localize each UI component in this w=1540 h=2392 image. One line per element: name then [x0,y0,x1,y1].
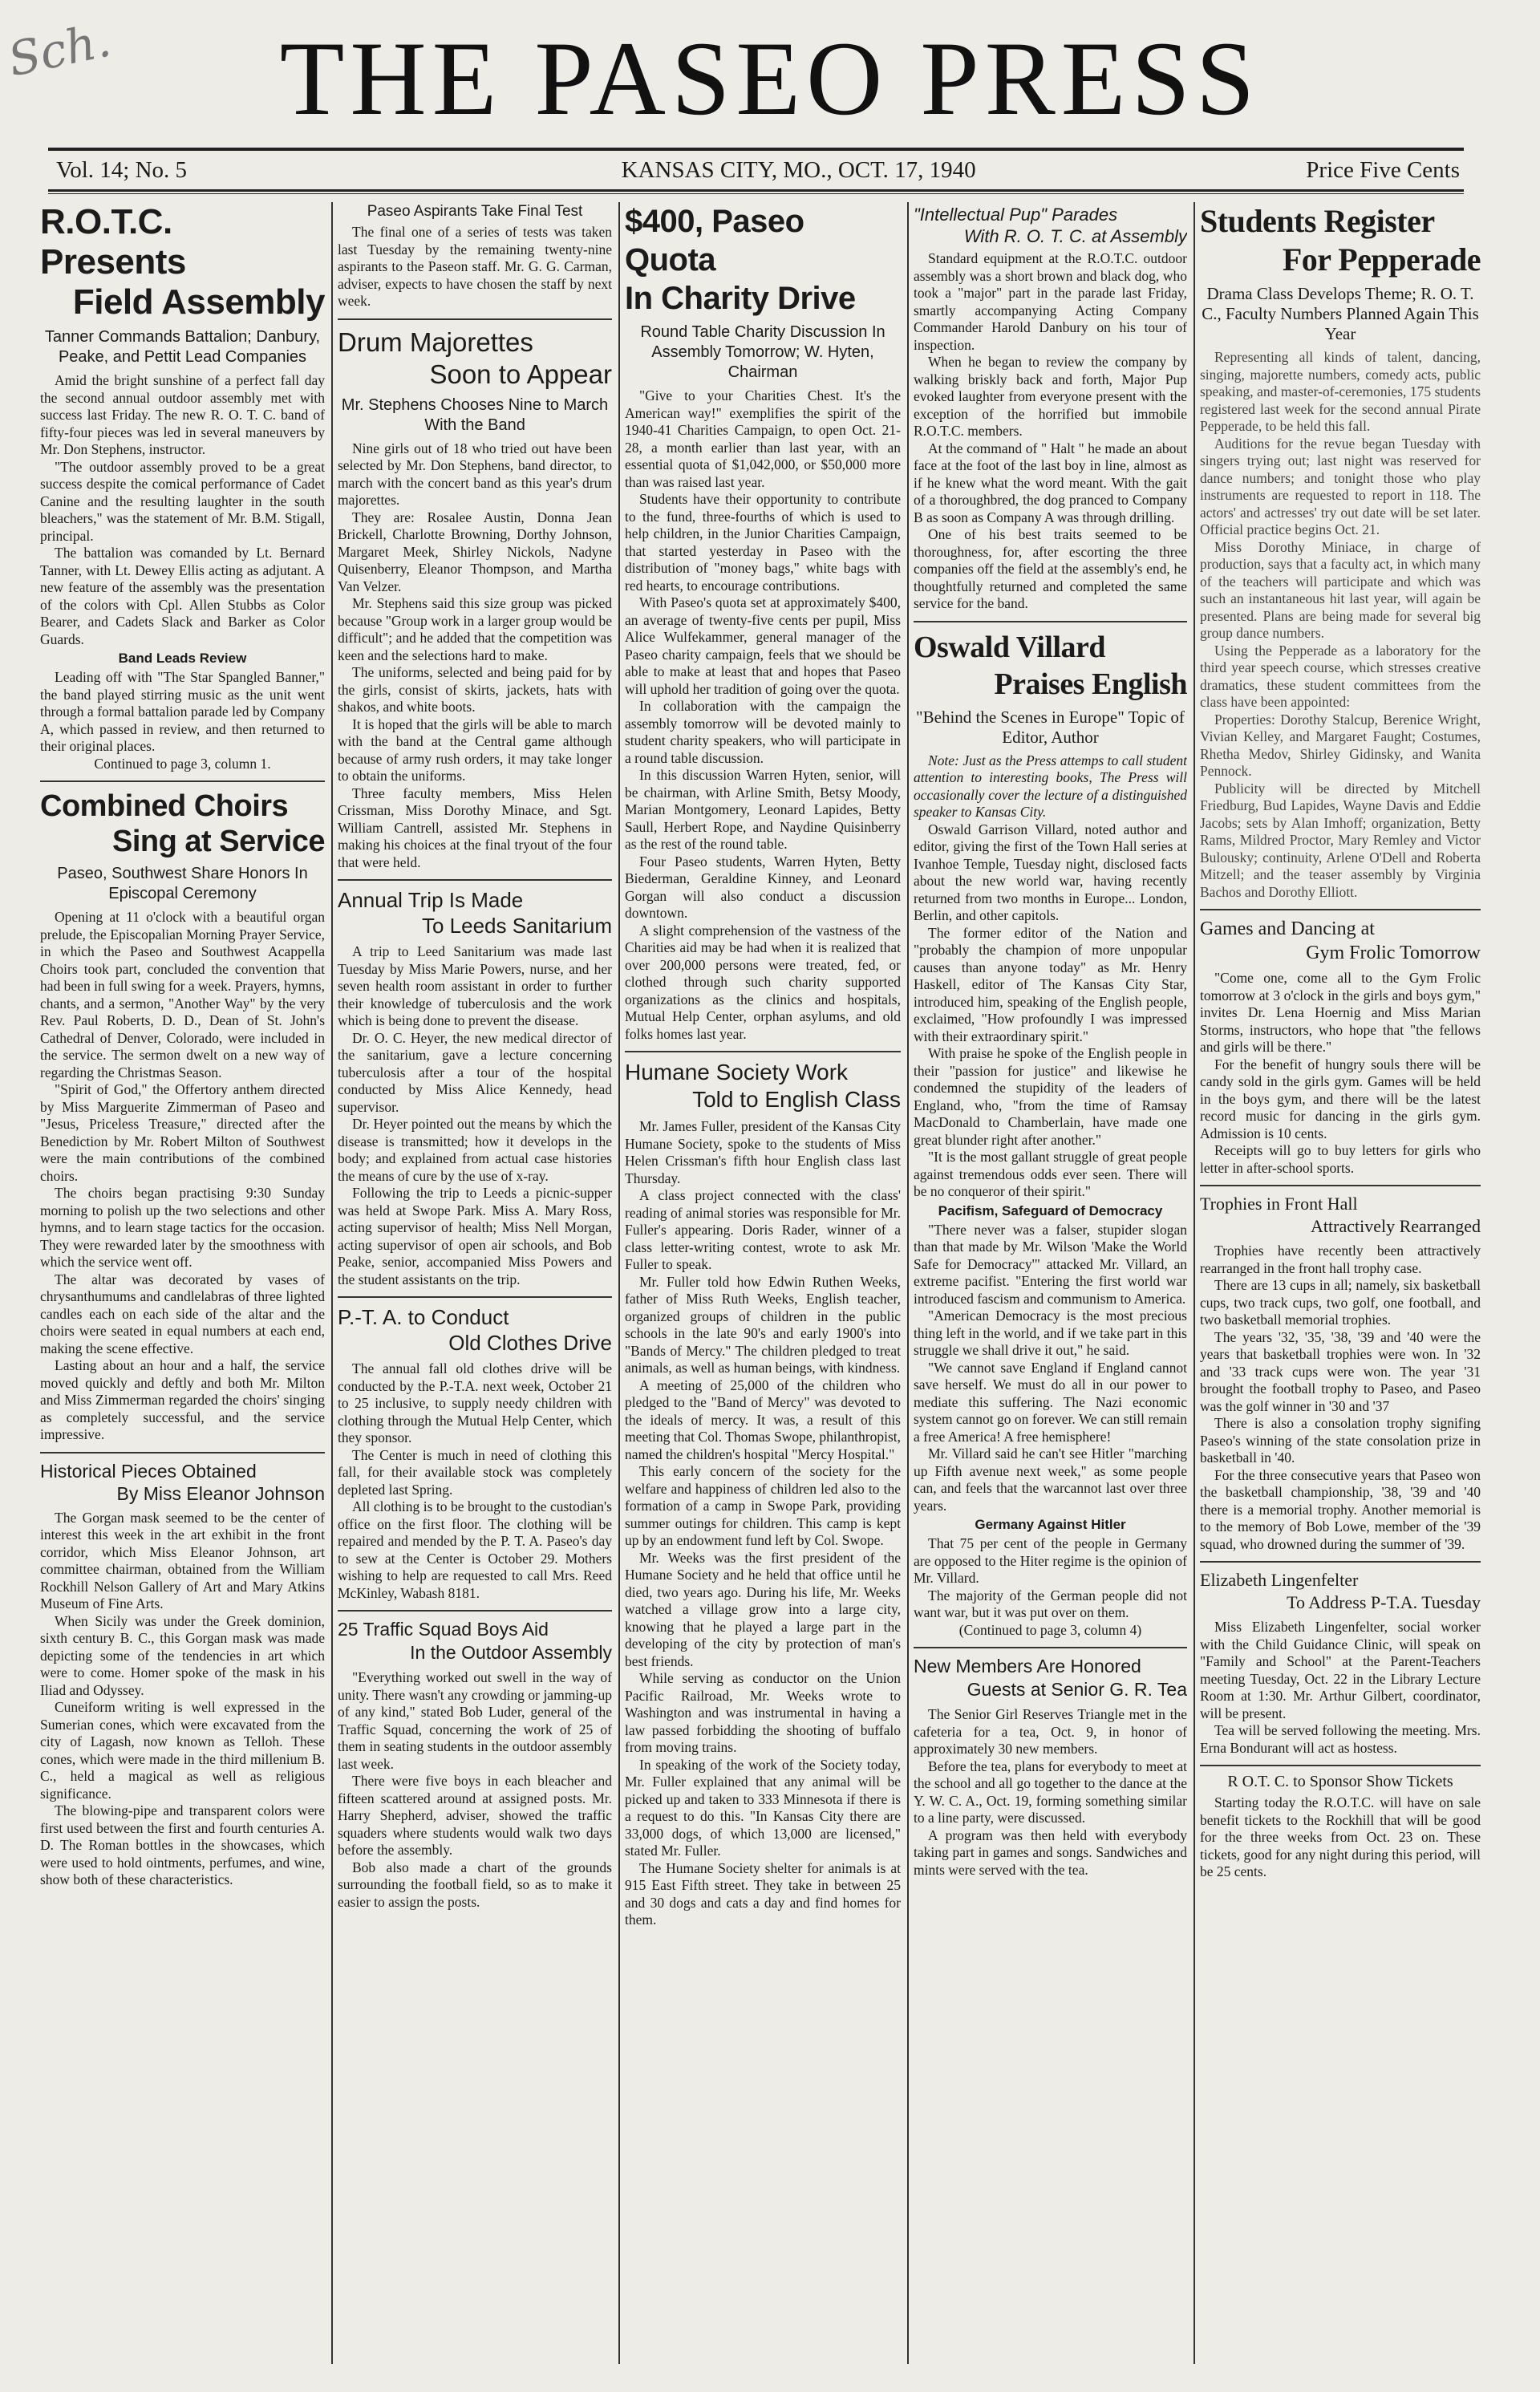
paragraph: Three faculty members, Miss Helen Crissman, Miss Dorothy Minace, and Sgt. William Cantrell, assisted Mr. Stephens in making his choices at the final tryout of the four that were held. [338,784,612,870]
headline-line-2: Sing at Service [112,825,325,858]
section-subhead: Band Leads Review [118,651,247,666]
masthead-info-bar [56,154,1460,186]
headline-line-1: R.O.T.C. Presents [40,202,186,282]
column-divider [907,202,909,2364]
paragraph: This early concern of the society for the welfare and happiness of children led also to the formation of a camp in Swope Park, providing summer outings for children. This camp is kept up by an endowment fund left by Col. Swope. [625,1463,901,1548]
column-divider [618,202,620,2364]
masthead-rule-bottom [48,189,1464,192]
headline [338,326,612,391]
masthead-title: THE PASEO PRESS [279,19,1261,137]
article-separator [914,621,1187,622]
paragraph: There are 13 cups in all; namely, six basketball cups, two track cups, two golf, one football, and two basketball memorial trophies. [1200,1277,1481,1328]
subheadline: Tanner Commands Battalion; Danbury, Peake, and Pettit Lead Companies [44,328,321,366]
paragraph: At the command of " Halt " he made an about face at the foot of the last boy in line, almost as if he knew what the word meant. With the gait of a thoroughbred, the dog pranced to Company B as soon as Company A was through drilling. [914,440,1187,525]
paragraph: Tea will be served following the meeting. Mrs. Erna Bondurant will act as hostess. [1200,1722,1481,1756]
column-4 [914,201,1187,2366]
article-aspirants [338,202,612,310]
paragraph: "We cannot save England if England cannot save herself. We must do all in our power to mediate this suffering. The Nazi economic system cannot go on forever. We can still remain a free America! A free hemisphere! [914,1359,1187,1445]
paragraph: Receipts will go to buy letters for girls who letter in after-school sports. [1200,1142,1481,1176]
paragraph: The altar was decorated by vases of chrysanthumums and candlelabras of three lighted candles each on each side of the altar and the choirs were seated in equal numbers at each end, making the scene effective. [40,1271,325,1356]
masthead-rule-top [48,148,1464,151]
handwritten-annotation: Sch. [3,12,116,87]
paragraph: Properties: Dorothy Stalcup, Berenice Wright, Vivian Kelley, and Margaret Faught; Costumes, Rhetha Medov, Shirley Gidinsky, and Wanita Pennock. [1200,711,1481,779]
column-1 [40,201,325,2366]
headline-line-2: With R. O. T. C. at Assembly [963,226,1187,246]
headline [40,789,325,859]
paragraph: The choirs began practising 9:30 Sunday morning to polish up the two selections and other hymns, and to learn stage tactics for the occasion. They were rewarded later by the smoothness with which the service went off. [40,1185,325,1270]
masthead-rule-bottom-thin [48,193,1464,194]
article-oswald-villard [914,629,1187,1640]
article-separator [40,1452,325,1453]
article-new-members [914,1655,1187,1879]
headline-line-2: Old Clothes Drive [448,1331,612,1355]
headline-line-1: Drum Majorettes [338,326,533,357]
paragraph: Dr. Heyer pointed out the means by which the disease is transmitted; how it develops in the body; and explained from actual case histories the means of cure by the use of x-ray. [338,1116,612,1184]
headline-line-2: In Charity Drive [625,281,856,316]
article-separator [40,780,325,782]
article-show-tickets [1200,1773,1481,1881]
paragraph: For the three consecutive years that Paseo won the basketball championship, '38, '39 and '40 there is a memorial trophy. Another memorial is to the memory of Bob Lowe, member of the '39 squad, who drowned during the summer of '39. [1200,1466,1481,1552]
paragraph: "Give to your Charities Chest. It's the American way!" exemplifies the spirit of the 1940-41 Charities Campaign, to open Oct. 21-28, a month earlier than last year, with an essential quota of $1,042,000, or $50,000 more than was raised last year. [625,387,901,490]
article-drum-majorettes [338,326,612,872]
headline-line-1: 25 Traffic Squad Boys Aid [338,1619,549,1640]
paragraph: Before the tea, plans for everybody to meet at the school and all go together to the dance at the Y. W. C. A., Oct. 19, forming something similar to a line party, were discussed. [914,1758,1187,1826]
headline [1200,202,1481,279]
headline [1200,1569,1481,1614]
paragraph: "There never was a falser, stupider slogan than that made by Mr. Wilson 'Make the World Safe for Democracy'" attacked Mr. Villard, an extreme pacifist. "Entering the first world war introduced fascism and communism to America. [914,1221,1187,1307]
paragraph: All clothing is to be brought to the custodian's office on the first floor. The clothing will be repaired and mended by the P. T. A. Paseo's day to sew at the Center is October 29. Mothers wishing to help are requested to call Mrs. Reed McKinley, Wabash 8181. [338,1498,612,1601]
article-humane-society [625,1059,901,1929]
headline [338,887,612,939]
headline-line-2: Attractively Rearranged [1311,1216,1481,1236]
paragraph: A program was then held with everybody taking part in games and songs. Sandwiches and mints were served with the tea. [914,1826,1187,1878]
headline-line-2: To Address P-T.A. Tuesday [1287,1592,1481,1612]
headline-line-2: Praises English [994,667,1187,701]
paragraph: "Come one, come all to the Gym Frolic tomorrow at 3 o'clock in the girls and boys gym," invites Dr. Lena Hoernig and Miss Marian Storms, instructors, who hope that "the fellows and girls will be there." [1200,970,1481,1055]
article-historical-pieces [40,1460,325,1889]
paragraph: There were five boys in each bleacher and fifteen scattered around at assigned posts. Mr. Harry Shepherd, adviser, showed the traffic squaders where students would walk two days before the assembly. [338,1773,612,1858]
paragraph: In this discussion Warren Hyten, senior, will be chairman, with Arline Smith, Betsy Moody, Marian Montgomery, Leonard Lapides, Betty Saull, Herbert Rope, and Naydine Quisinberry as the rest of the round table. [625,767,901,852]
paragraph: Mr. Fuller told how Edwin Ruthen Weeks, father of Miss Ruth Weeks, English teacher, organized groups of children in the public schools in the late 90's and early 1900's into "Bands of Mercy." The children pledged to treat animals, as well as human beings, with kindness. [625,1273,901,1376]
paragraph: "Spirit of God," the Offertory anthem directed by Miss Marguerite Zimmerman of Paseo and "Jesus, Priceless Treasure," directed after the Benediction by Mr. Robert Milton of Southwest were the main contributions of the combined choirs. [40,1081,325,1184]
article-traffic-squad [338,1618,612,1911]
headline [338,1304,612,1356]
paragraph: Mr. Villard said he can't see Hitler "marching up Fifth avenue next week," as some people can, and feels that the warcannot last over three years. [914,1445,1187,1514]
paragraph: The final one of a series of tests was taken last Tuesday by the remaining twenty-nine aspirants to the Paseon staff. Mr. G. G. Carman, adviser, expects to have chosen the staff by next week. [338,224,612,309]
article-separator [338,879,612,881]
paragraph: The Gorgan mask seemed to be the center of interest this week in the art exhibit in the front corridor, which Miss Eleanor Johnson, art committee chairman, obtained from the William Rockhill Nelson Gallery of Art and Mary Atkins Museum of Fine Arts. [40,1509,325,1612]
article-separator [338,1296,612,1298]
headline [1200,917,1481,965]
paragraph: Students have their opportunity to contribute to the fund, three-fourths of which is used to help children, in the Junior Charities Campaign, that started yesterday in Paseo with the distribution of "money bags," white bags with red hearts, to encourage contributions. [625,491,901,594]
headline-line-1: Annual Trip Is Made [338,888,524,912]
article-leeds-sanitarium [338,887,612,1288]
paragraph: Miss Elizabeth Lingenfelter, social worker with the Child Guidance Clinic, will speak on "Family and School" at the Parent-Teachers meeting Tuesday, Oct. 22 in the Library Lecture Room at 1:30. Mr. Arthur Gilbert, coordinator, will be present. [1200,1619,1481,1721]
price: Price Five Cents [1306,156,1460,183]
article-separator [1200,909,1481,910]
headline-line-1: "Intellectual Pup" Parades [914,205,1118,225]
article-trophies [1200,1193,1481,1553]
paragraph: Representing all kinds of talent, dancing, singing, majorette numbers, comedy acts, public speaking, and master-of-ceremonies, 175 students registered last week for the second annual Pirate Pepperade, to be held this fall. [1200,349,1481,434]
column-divider [1194,202,1195,2364]
paragraph: The Senior Girl Reserves Triangle met in the cafeteria for a tea, Oct. 9, in honor of approximately 30 new members. [914,1706,1187,1757]
headline-line-1: Combined Choirs [40,789,289,823]
paragraph: That 75 per cent of the people in Germany are opposed to the Hiter regime is the opinion of Mr. Villard. [914,1535,1187,1586]
headline-line-2: Told to English Class [692,1087,901,1112]
paragraph: The battalion was comanded by Lt. Bernard Tanner, with Lt. Dewey Ellis acting as adjutant. A new feature of the assembly was the presentation of the colors with Cpl. Allen Stubbs as Color Bearer, and Cadets Slack and Barker as Color Guards. [40,545,325,647]
paragraph: Four Paseo students, Warren Hyten, Betty Biederman, Geraldine Kinney, and Leonard Gorgan will also conduct a discussion downtown. [625,853,901,921]
paragraph: Miss Dorothy Miniace, in charge of production, says that a faculty act, in which many of the teachers will participate and which was such an instantaneous hit last year, will again be presented. Plans are being made for several big group dance numbers. [1200,538,1481,641]
headline-line-1: $400, Paseo Quota [625,204,804,278]
headline-line-2: In the Outdoor Assembly [410,1642,612,1663]
headline-line-1: Games and Dancing at [1200,918,1375,939]
article-separator [1200,1765,1481,1766]
paragraph: In collaboration with the campaign the assembly tomorrow will be devoted mainly to student charity speakers, who will participate in a round table discussion. [625,698,901,766]
paragraph: "American Democracy is the most precious thing left in the world, and if we take part in this struggle we shall drive it out," he said. [914,1307,1187,1358]
volume-number: Vol. 14; No. 5 [56,156,188,183]
section-subhead: Germany Against Hitler [975,1517,1126,1532]
paragraph: In speaking of the work of the Society today, Mr. Fuller explained that any animal will be picked up and taken to 333 Minnesota if there is a request to do this. "In Kansas City there are 33,000 dogs, of which 13,000 are licensed," stated Mr. Fuller. [625,1756,901,1859]
paragraph: Publicity will be directed by Mitchell Friedburg, Bud Lapides, Wayne Davis and Eddie Jacobs; sets by Alan Imhoff; organization, Betty Rams, Mildred Proctor, Mary Remley and Victor Bulousky; continuity, Arlene O'Dell and Roberta Mitzell; and the teaser assembly by Virginia Bachos and Dorothy Elliott. [1200,780,1481,900]
paragraph: Oswald Garrison Villard, noted author and editor, giving the first of the Town Hall series at Ivanhoe Temple, Tuesday night, disclosed facts about the new world war, having recently returned from two months in Europe... London, Berlin, and other capitols. [914,821,1187,923]
paragraph: Trophies have recently been attractively rearranged in the front hall trophy case. [1200,1243,1481,1276]
subheadline: Round Table Charity Discussion In Assembly Tomorrow; W. Hyten, Chairman [640,323,886,381]
paragraph: The years '32, '35, '38, '39 and '40 were the years that basketball trophies were won. In '32 and '33 track cups were won. The year '31 brought the football trophy to Paseo, and Paseo was the golf winner in '30 and '37 [1200,1328,1481,1414]
paragraph: Following the trip to Leeds a picnic-supper was held at Swope Park. Miss A. Mary Ross, acting supervisor of health; Miss Nell Morgan, acting supervisor of open air schools, and Bob Peake, senior, accompanied Miss Powers and the student assistants on the trip. [338,1185,612,1287]
paragraph: The former editor of the Nation and "probably the champion of more unpopular causes than anyone today" as Mr. Henry Haskell, editor of The Kansas City Star, introduced him, speaking of the English people, exclaimed, "How profoundly I was impressed with their extraordinary spirit." [914,924,1187,1044]
headline-line-1: Trophies in Front Hall [1200,1194,1358,1214]
headline: R O.T. C. to Sponsor Show Tickets [1227,1773,1453,1790]
article-separator [625,1051,901,1052]
paragraph: Nine girls out of 18 who tried out have been selected by Mr. Don Stephens, band director, to march with the concert band as this year's drum majorettes. [338,440,612,508]
paragraph: A meeting of 25,000 of the children who pledged to the "Band of Mercy" was devoted to the ideals of mercy. It was, a result of this meeting that Col. Thomas Swope, philanthropist, named the children's hospital "Mercy Hospital." [625,1376,901,1462]
headline-line-2: Soon to Appear [429,359,612,389]
paragraph: A slight comprehension of the vastness of the Charities aid may be had when it is realized that over 200,000 persons were treated, fed, or clothed through such charity supported organizations as the clinics and hospitals, Mutual Help Center, orphan asylums, and old folks homes last year. [625,922,901,1042]
paragraph: The annual fall old clothes drive will be conducted by the P.-T.A. next week, October 21 to 25 inclusive, to supply needy children with clothing through the Mutual Help Center, which they sponsor. [338,1360,612,1445]
paragraph: When Sicily was under the Greek dominion, sixth century B. C., this Gorgan mask was made depicting some of the tendencies in art which were to come. Homer spoke of the mask in his Iliad and Odyssey. [40,1612,325,1698]
article-separator [914,1647,1187,1648]
article-separator [1200,1185,1481,1186]
paragraph: The uniforms, selected and being paid for by the girls, consist of skirts, jackets, hats with shakos, and white boots. [338,664,612,715]
paragraph: The Humane Society shelter for animals is at 915 East Fifth street. They take in between 25 and 30 dogs and cats a day and find homes for them. [625,1859,901,1928]
paragraph: Amid the bright sunshine of a perfect fall day the second annual outdoor assembly met with success last Friday. The new R. O. T. C. band of fifty-four pieces was led in several maneuvers by Mr. Don Stephens, instructor. [40,372,325,457]
headline-line-2: By Miss Eleanor Johnson [116,1482,325,1504]
headline [40,202,325,322]
headline-line-2: Guests at Senior G. R. Tea [967,1679,1187,1700]
article-gym-frolic [1200,917,1481,1177]
continued-note: (Continued to page 3, column 4) [958,1621,1142,1638]
paragraph: While serving as conductor on the Union Pacific Railroad, Mr. Weeks wrote to Washington and was instrumental in having a law passed forbidding the shooting of buffalo from moving trains. [625,1670,901,1755]
paragraph: There is also a consolation trophy signifing Paseo's winning of the state consolation prize in basketball in '40. [1200,1415,1481,1466]
paragraph: It is hoped that the girls will be able to march with the band at the Central game although because of army rush orders, it may take longer to obtain the uniforms. [338,716,612,784]
headline [40,1460,325,1505]
paragraph: A class project connected with the class' reading of animal stories was responsible for Mr. Fuller's appearing. Doris Rader, winner of a class letter-writing contest, wrote to ask Mr. Fuller to speak. [625,1187,901,1272]
headline: Paseo Aspirants Take Final Test [367,203,583,220]
paragraph: Dr. O. C. Heyer, the new medical director of the sanitarium, gave a lecture concerning tuberculosis after a tour of the hospital conducted by Miss Alice Kennedy, head supervisor. [338,1029,612,1115]
headline-line-1: P.-T. A. to Conduct [338,1305,509,1329]
headline-line-2: Gym Frolic Tomorrow [1306,943,1481,963]
dateline: KANSAS CITY, MO., OCT. 17, 1940 [621,156,976,183]
column-divider [331,202,333,2364]
article-pepperade [1200,202,1481,901]
paragraph: The Center is much in need of clothing this fall, for their available stock was completely depleted last Spring. [338,1446,612,1498]
headline-line-1: Oswald Villard [914,630,1105,664]
article-separator [1200,1561,1481,1563]
headline [1200,1193,1481,1238]
column-2 [338,201,612,2366]
headline-line-2: To Leeds Sanitarium [421,914,612,938]
headline-line-2: For Pepperade [1282,241,1481,278]
paragraph: When he began to review the company by walking briskly back and forth, Major Pup evoked laughter from everyone present with the exception of the horrified but immobile R.O.T.C. members. [914,354,1187,439]
editor-note: Note: Just as the Press attemps to call student attention to interesting books, The Press will occasionally cover the lecture of a distinguished speaker to Kansas City. [914,752,1187,820]
paragraph: "Everything worked out swell in the way of unity. There wasn't any crowding or jamming-up of any kind," stated Bob Luder, general of the Traffic Squad, concerning the work of 25 of them in seating students in the outdoor assembly last week. [338,1669,612,1772]
headline [625,202,901,318]
article-lingenfelter [1200,1569,1481,1757]
headline-line-1: Historical Pieces Obtained [40,1460,257,1482]
headline-line-1: Humane Society Work [625,1060,849,1085]
faded-text-block [1200,349,1481,901]
subheadline: Mr. Stephens Chooses Nine to March With the Band [341,395,609,434]
paragraph: Cuneiform writing is well expressed in the Sumerian cones, which were excavated from the city of Lagash, now known as Telloh. These cones, which were made in the third millenium B. C., held a magical as well as religious significance. [40,1699,325,1802]
paragraph: Standard equipment at the R.O.T.C. outdoor assembly was a short brown and black dog, who took a "major" part in the parade last Friday, smartly accompanying Acting Company Commander Harold Danbury on his tour of inspection. [914,250,1187,353]
subheadline: Drama Class Develops Theme; R. O. T. C., Faculty Numbers Planned Again This Year [1202,284,1479,343]
headline [914,204,1187,247]
paragraph: They are: Rosalee Austin, Donna Jean Brickell, Charlotte Browning, Dorthy Johnson, Margaret Meek, Shirley Nickols, Nadyne Quisenberry, Eleanor Thompson, and Martha Van Velzer. [338,509,612,594]
subheadline: "Behind the Scenes in Europe" Topic of Editor, Author [916,707,1185,747]
headline [338,1618,612,1664]
paragraph: Starting today the R.O.T.C. will have on sale benefit tickets to the Rockhill that will be good for the three weeks from Oct. 23 on. These tickets, good for any night during this period, will be 25 cents. [1200,1794,1481,1879]
paragraph: The majority of the German people did not want war, but it was put over on them. [914,1587,1187,1620]
paragraph: A trip to Leed Sanitarium was made last Tuesday by Miss Marie Powers, nurse, and her seven health room assistant in order to further their knowledge of tuberculosis and the work which is being done to prevent the disease. [338,943,612,1028]
article-charity-drive [625,202,901,1043]
article-pta-clothes-drive [338,1304,612,1602]
column-5 [1200,201,1481,2366]
headline [625,1059,901,1113]
headline [914,629,1187,703]
headline-line-2: Field Assembly [72,282,325,322]
paragraph: Bob also made a chart of the grounds surrounding the football field, so as to make it easier to assign the posts. [338,1859,612,1910]
paragraph: Mr. Weeks was the first president of the Humane Society and he held that office until he died, two years ago. During his life, Mr. Weeks watched a village grow into a large city, knowing that he played a large part in the developing of the city by protection of man's best friends. [625,1549,901,1669]
paragraph: The blowing-pipe and transparent colors were first used between the first and fourth centuries A. D. The Roman bottles in the showcases, which were used to hold ointments, perfumes, and wine, show both of these characteristics. [40,1802,325,1887]
article-intellectual-pup [914,204,1187,613]
paragraph: Mr. Stephens said this size group was picked because "Group work in a larger group would be difficult"; and he added that the competition was keen and the selections hard to make. [338,595,612,663]
subheadline: Paseo, Southwest Share Honors In Episcopal Ceremony [57,865,308,902]
paragraph: Mr. James Fuller, president of the Kansas City Humane Society, spoke to the students of Miss Helen Crissman's fifth hour English class last Thursday. [625,1118,901,1186]
paragraph: For the benefit of hungry souls there will be candy sold in the girls gym. Games will be held in the boys gym, and there will be the latest record music for dancing in the girls gym. Admission is 10 cents. [1200,1056,1481,1141]
section-subhead: Pacifism, Safeguard of Democracy [938,1202,1163,1218]
paragraph: With praise he spoke of the English people in their "passion for justice" and likewise he condemned the stupidity of the leaders of England, who, "from the time of Ramsay MacDonald to Chamberlain, have made one great blunder right after another." [914,1045,1187,1148]
paragraph: Opening at 11 o'clock with a beautiful organ prelude, the Episcopalian Morning Prayer Service, in which the Paseo and Southwest Acappella Choirs took part, concluded the convention that had been in full swing for a week. Prayers, hymns, chants, and a sermon, "Another Way" by the very Rev. Paul Roberts, D. D., Dean of St. John's Cathedral of Denver, Colorado, were included in the service. The sermon dwelt on a new way of regarding the Christmas Season. [40,909,325,1080]
paragraph: Using the Pepperade as a laboratory for the third year speech course, which stresses creative dramatics, these student committees from the class have been appointed: [1200,642,1481,710]
headline-line-1: New Members Are Honored [914,1656,1141,1676]
paragraph: With Paseo's quota set at approximately $400, an average of twenty-five cents per pupil, Miss Alice Wulfekammer, general manager of the Paseo charity campaign, feels that we should be able to make at least that and hopes that Paseo will uphold her tradition of going over the quota. [625,594,901,697]
column-3 [625,201,901,2366]
paragraph: Lasting about an hour and a half, the service moved quickly and deftly and both Mr. Milton and Miss Zimmerman regarded the choirs' singing as completely successful, and the service impressive. [40,1357,325,1442]
headline [914,1655,1187,1701]
paragraph: Leading off with "The Star Spangled Banner," the band played stirring music as the unit went through a formal battalion parade led by Company A, which passed in review, and then returned to their original places. [40,669,325,754]
headline-line-1: Elizabeth Lingenfelter [1200,1570,1359,1590]
continued-note: Continued to page 3, column 1. [94,755,271,772]
paragraph: Auditions for the revue began Tuesday with singers trying out; last night was reserved for dance numbers; and tonight those who play instruments are requested to report in 118. The actors' and actresses' try out date will be set later. Official practice begins Oct. 21. [1200,435,1481,537]
headline-line-1: Students Register [1200,203,1435,239]
paragraph: One of his best traits seemed to be thoroughness, for, after escorting the three companies off the field at the assembly's end, he thoughtfully returned and completed the same service for the band. [914,526,1187,611]
paragraph: "It is the most gallant struggle of great people against tremendous odds ever seen. There will be no conqueror of their spirit." [914,1149,1187,1199]
paragraph: "The outdoor assembly proved to be a great success despite the comical performance of Cadet Canine and the resulting laughter in the south bleachers," was the statement of Mr. B.M. Stigall, principal. [40,458,325,544]
article-combined-choirs [40,789,325,1444]
article-separator [338,1610,612,1612]
article-separator [338,318,612,320]
article-rotc-assembly [40,202,325,772]
